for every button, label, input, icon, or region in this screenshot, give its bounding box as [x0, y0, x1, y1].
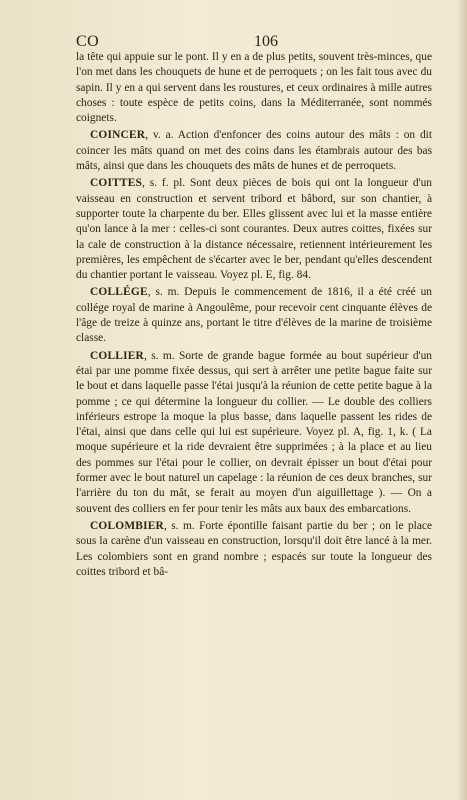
headword: COLLÉGE — [90, 286, 148, 299]
headword: COITTES — [90, 177, 143, 190]
entry-text: , s. m. Depuis le commencement de 1816, il a été créé un collége royal de marine à Angoulême, pour recevoir cent cinquante élèves de l'âge de treize à quinze ans, portant le titre d'élèves de la marine de troisième classe. — [76, 286, 432, 345]
entry-text: , s. f. pl. Sont deux pièces de bois qui ont la longueur d'un vaisseau en construction et servent tribord et bâbord, sur son chantier, à supporter toute la charpente du ber. Elles glissent avec lui et la masse entière qu'on lance à la mer : celles-ci sont courantes. Deux autres coittes, fixées sur la cale de construction à la distance nécessaire, retiennent intérieurement les premières, les empêchent de s'écarter avec le ber, pendant qu'elles descendent du chantier portant le vaisseau. Voyez pl. E, fig. 84. — [76, 177, 432, 282]
entry-collier — [76, 349, 432, 517]
headword: COLOMBIER — [90, 519, 164, 532]
paragraph-continuation — [76, 50, 432, 126]
entry-text: , s. m. Forte épontille faisant partie du ber ; on le place sous la carène d'un vaisseau en construction, lorsqu'il doit être lancé à la mer. Les colombiers sont en grand nombre ; espacés sur toute la longueur des coittes tribord et bâ- — [76, 519, 432, 578]
entry-colombier — [76, 519, 432, 580]
entry-coincer — [76, 128, 432, 174]
body-text — [76, 50, 432, 580]
paragraph-text: la tête qui appuie sur le pont. Il y en a de plus petits, souvent très-minces, que l'on met dans les chouquets de hune et de perroquets ; on les fait tous avec du sapin. Il y en a qui servent dans les roustures, et ceux ordinaires à mille autres choses : toute espèce de petits coins, dans la Méditerranée, sont nommés coignets. — [76, 51, 432, 125]
headword: COLLIER — [90, 349, 144, 362]
page-number: 106 — [254, 33, 278, 50]
entry-coittes — [76, 176, 432, 283]
running-head: CO — [76, 33, 100, 50]
entry-text: , v. a. Action d'enfoncer des coins autour des mâts : on dit coincer les mâts quand on met des coins dans les étambrais autour des bas mâts, ainsi que dans les chouquets des mâts de hunes et de perroquets. — [76, 129, 432, 173]
entry-text: , s. m. Sorte de grande bague formée au bout supérieur d'un étai par une pomme fixée dessus, qui sert à arrêter une petite bague faite sur le bout et dans laquelle passe l'étai jusqu'à la réunion de cette petite bague à la pomme ; ce qui détermine la longueur du collier. — Le double des colliers inférieurs estrope la moque la plus basse, dans laquelle passent les rides de l'étai, ainsi que dans celle qui lui est supérieure. Voyez pl. A, fig. 1, k. ( La moque supérieure et la ride devraient être supprimées ; à la place et au lieu des pommes sur l'étai pour le collier, on devrait épisser un bout d'étai pour former avec le bout naturel un capelage : la réunion de ces deux branches, sur l'arrière du ton du mât, se ferait au moyen d'un aiguillettage ). — On a souvent des colliers en fer pour tenir les mâts aux baux des embarcations. — [76, 349, 432, 515]
entry-college — [76, 285, 432, 346]
headword: COINCER — [90, 129, 146, 142]
